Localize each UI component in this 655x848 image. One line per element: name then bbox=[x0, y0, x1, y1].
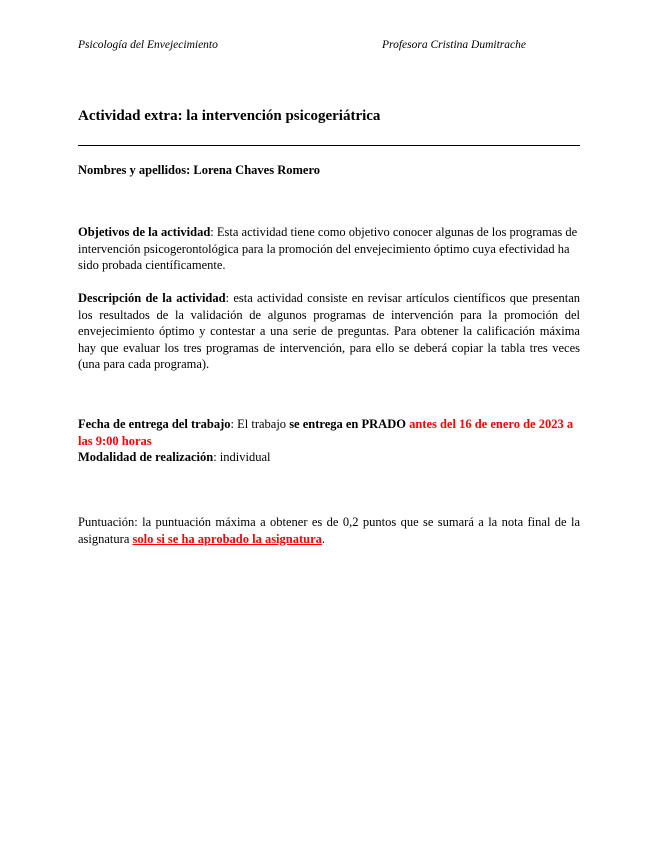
objetivos-label: Objetivos de la actividad bbox=[78, 225, 211, 239]
puntuacion-text: Puntuación: la puntuación máxima a obtener es de 0,2 puntos que se sumará a la nota final de la asignatura bbox=[78, 515, 580, 546]
modalidad-label: Modalidad de realización bbox=[78, 450, 214, 464]
objetivos-text: : Esta actividad tiene como objetivo conocer algunas de los programas de intervención psicogerontológica para la promoción del envejecimiento óptimo cuya efectividad ha sido probada científicamente. bbox=[78, 225, 578, 272]
student-names: Nombres y apellidos: Lorena Chaves Romero bbox=[78, 163, 321, 177]
fecha-sep: : El trabajo bbox=[230, 417, 290, 431]
objetivos-paragraph bbox=[78, 224, 580, 274]
descripcion-paragraph bbox=[78, 290, 580, 373]
modalidad-paragraph bbox=[78, 449, 580, 466]
modalidad-text: : individual bbox=[213, 450, 271, 464]
fecha-paragraph bbox=[78, 416, 580, 449]
puntuacion-end: . bbox=[321, 531, 326, 546]
header-professor: Profesora Cristina Dumitrache bbox=[382, 39, 526, 51]
fecha-deadline: antes del 16 de enero de 2023 a las 9:00 horas bbox=[78, 417, 574, 448]
fecha-prado: se entrega en PRADO bbox=[289, 417, 406, 431]
descripcion-text: : esta actividad consiste en revisar artículos científicos que presentan los resultados de la validación de algunos programas de intervención para la promoción del envejecimiento óptimo y contestar a una serie de preguntas. Para obtener la calificación máxima hay que evaluar los tres programas de intervención, para ello se deberá copiar la tabla tres veces (una para cada programa). bbox=[78, 291, 580, 371]
header-course: Psicología del Envejecimiento bbox=[78, 39, 218, 51]
descripcion-label: Descripción de la actividad bbox=[78, 291, 226, 305]
fecha-label: Fecha de entrega del trabajo bbox=[78, 417, 231, 431]
page-title: Actividad extra: la intervención psicogeriátrica bbox=[78, 108, 381, 124]
title-divider bbox=[78, 145, 580, 146]
puntuacion-highlight: solo si se ha aprobado la asignatura bbox=[132, 531, 322, 546]
puntuacion-paragraph bbox=[78, 514, 580, 547]
